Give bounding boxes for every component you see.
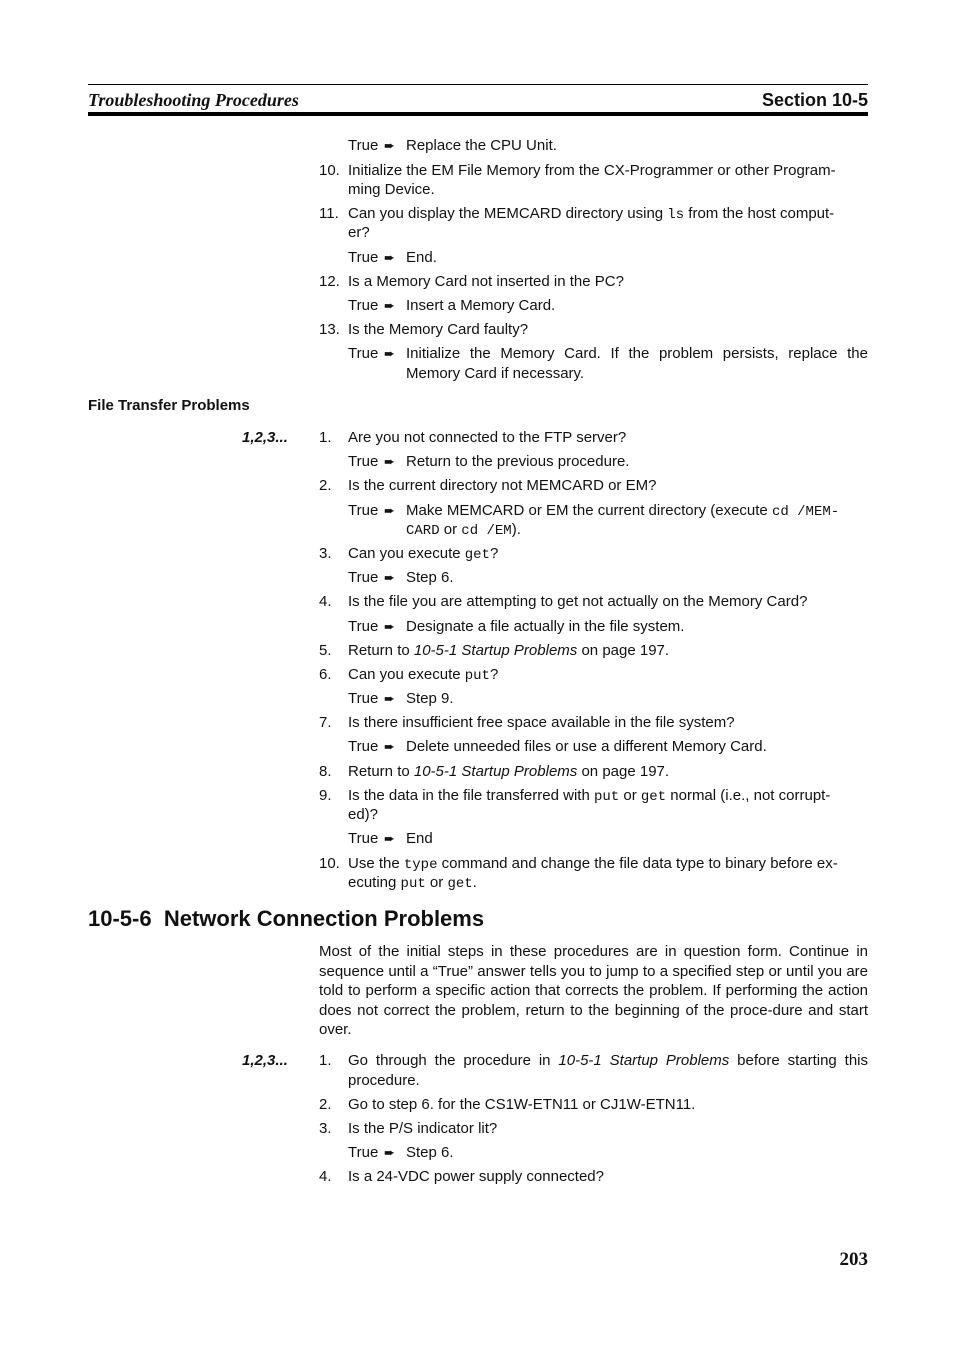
list-item-text: Go through the procedure in 10-5-1 Startup Problems before starting this <box>348 1052 868 1069</box>
arrow-right-icon: ➨ <box>384 503 395 518</box>
list-item-text: Is the current directory not MEMCARD or EM? <box>348 477 657 494</box>
item-number: 4. <box>319 593 332 610</box>
arrow-right-icon: ➨ <box>384 831 395 846</box>
cross-reference: 10-5-1 Startup Problems <box>413 642 578 659</box>
sequence-marker: 1,2,3... <box>242 1052 288 1069</box>
code-text: put <box>593 789 620 805</box>
list-item-text: Go to step 6. for the CS1W-ETN11 or CJ1W-ETN11. <box>348 1096 696 1113</box>
list-item-text: Is there insufficient free space available in the file system? <box>348 714 735 731</box>
header-top-rule <box>88 84 868 85</box>
true-label: True <box>348 1144 379 1161</box>
item-number: 12. <box>319 273 340 290</box>
true-label: True <box>348 249 379 266</box>
running-header-title: Troubleshooting Procedures <box>88 90 299 110</box>
code-text: put <box>400 876 426 892</box>
true-action: Step 6. <box>406 1144 454 1161</box>
cross-reference: 10-5-1 Startup Problems <box>558 1052 730 1069</box>
true-label: True <box>348 502 379 519</box>
true-label: True <box>348 345 379 362</box>
item-number: 1. <box>319 1052 332 1069</box>
list-item-text: Is the Memory Card faulty? <box>348 321 529 338</box>
code-text: type <box>403 857 438 873</box>
item-number: 4. <box>319 1168 332 1185</box>
list-item-text: Is a 24-VDC power supply connected? <box>348 1168 604 1185</box>
arrow-right-icon: ➨ <box>384 691 395 706</box>
arrow-right-icon: ➨ <box>384 739 395 754</box>
item-number: 9. <box>319 787 332 804</box>
list-item-text: ecuting put or get. <box>348 874 477 892</box>
true-action: Insert a Memory Card. <box>406 297 556 314</box>
list-item-text: Return to 10-5-1 Startup Problems on page 197. <box>348 763 670 780</box>
item-number: 8. <box>319 763 332 780</box>
true-label: True <box>348 453 379 470</box>
list-item-text: Can you display the MEMCARD directory using ls from the host comput- <box>348 205 835 223</box>
list-item-text: ming Device. <box>348 181 435 198</box>
arrow-right-icon: ➨ <box>384 454 395 469</box>
true-label: True <box>348 738 379 755</box>
code-text: get <box>464 547 490 563</box>
list-item-text: Can you execute get? <box>348 545 499 563</box>
sequence-marker: 1,2,3... <box>242 429 288 446</box>
code-text: get <box>640 789 667 805</box>
intro-paragraph: Most of the initial steps in these procedures are in question form. Continue in sequence until a “True” answer tells you to jump to a specified step or until you are told to perform a specific action that corrects the problem. If performing the action does not correct the problem, return to the beginning of the proce-dure and start over. <box>319 943 868 1038</box>
true-action: CARD or cd /EM). <box>406 521 521 539</box>
section-heading: 10-5-6 Network Connection Problems <box>88 906 485 931</box>
arrow-right-icon: ➨ <box>384 346 395 361</box>
list-item-text: Return to 10-5-1 Startup Problems on page 197. <box>348 642 670 659</box>
true-label: True <box>348 297 379 314</box>
list-item-text: Is the P/S indicator lit? <box>348 1120 498 1137</box>
true-label: True <box>348 830 379 847</box>
true-action: Designate a file actually in the file system. <box>406 618 685 635</box>
true-action: Make MEMCARD or EM the current directory (execute cd /MEM- <box>406 502 840 520</box>
code-text: ls <box>667 207 685 223</box>
arrow-right-icon: ➨ <box>384 298 395 313</box>
true-action: End. <box>406 249 437 266</box>
list-item-text: Is the file you are attempting to get not actually on the Memory Card? <box>348 593 808 610</box>
list-item-text: er? <box>348 224 370 241</box>
item-number: 13. <box>319 321 340 338</box>
item-number: 5. <box>319 642 332 659</box>
arrow-right-icon: ➨ <box>384 138 395 153</box>
arrow-right-icon: ➨ <box>384 1145 395 1160</box>
list-item-text: procedure. <box>348 1072 420 1089</box>
true-label: True <box>348 690 379 707</box>
item-number: 3. <box>319 1120 332 1137</box>
true-action: Replace the CPU Unit. <box>406 137 557 154</box>
list-item-text: Is a Memory Card not inserted in the PC? <box>348 273 624 290</box>
item-number: 10. <box>319 162 340 179</box>
item-number: 2. <box>319 1096 332 1113</box>
arrow-right-icon: ➨ <box>384 250 395 265</box>
code-text: get <box>447 876 473 892</box>
code-text: cd /EM <box>461 523 512 539</box>
subsection-heading: File Transfer Problems <box>88 397 250 414</box>
true-action: Initialize the Memory Card. If the problem persists, replace the <box>406 345 868 362</box>
list-item-text: Initialize the EM File Memory from the CX-Programmer or other Program- <box>348 162 836 179</box>
item-number: 2. <box>319 477 332 494</box>
code-text: CARD <box>406 523 440 539</box>
true-label: True <box>348 137 379 154</box>
arrow-right-icon: ➨ <box>384 570 395 585</box>
code-text: put <box>464 668 490 684</box>
list-item-text: Use the type command and change the file data type to binary before ex- <box>348 855 838 873</box>
item-number: 11. <box>319 205 339 222</box>
item-number: 1. <box>319 429 332 446</box>
list-item-text: ed)? <box>348 806 379 823</box>
item-number: 7. <box>319 714 332 731</box>
page-number: 203 <box>839 1249 868 1270</box>
true-label: True <box>348 618 379 635</box>
true-action: End <box>406 830 433 847</box>
header-bottom-rule <box>88 112 868 116</box>
list-item-text: Can you execute put? <box>348 666 499 684</box>
true-action: Step 9. <box>406 690 454 707</box>
true-action: Step 6. <box>406 569 454 586</box>
list-item-text: Is the data in the file transferred with put or get normal (i.e., not corrupt- <box>348 787 831 805</box>
true-action: Return to the previous procedure. <box>406 453 630 470</box>
cross-reference: 10-5-1 Startup Problems <box>413 763 578 780</box>
true-action: Delete unneeded files or use a different Memory Card. <box>406 738 767 755</box>
true-label: True <box>348 569 379 586</box>
code-text: cd /MEM- <box>771 504 840 520</box>
arrow-right-icon: ➨ <box>384 619 395 634</box>
running-header-section: Section 10-5 <box>761 90 868 110</box>
item-number: 6. <box>319 666 332 683</box>
item-number: 3. <box>319 545 332 562</box>
item-number: 10. <box>319 855 340 872</box>
true-action: Memory Card if necessary. <box>406 365 585 382</box>
list-item-text: Are you not connected to the FTP server? <box>348 429 627 446</box>
